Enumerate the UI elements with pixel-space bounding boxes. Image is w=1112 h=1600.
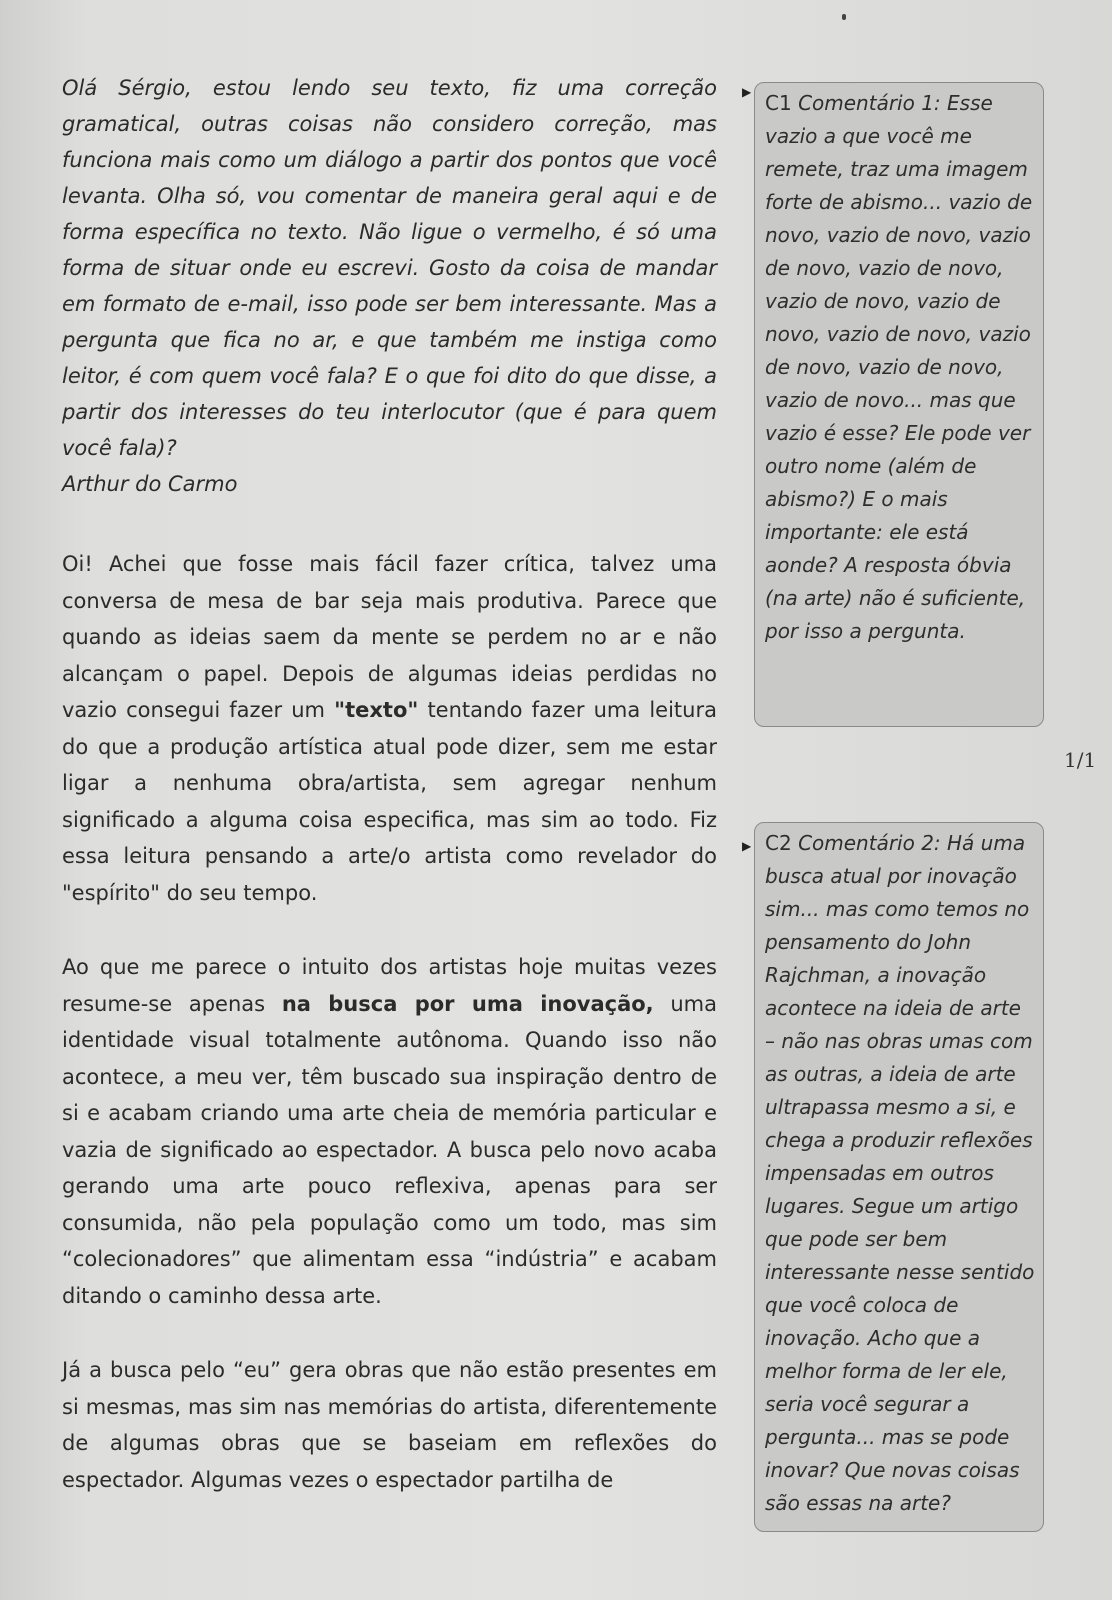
paragraph-1-start: Oi! Achei que fosse mais fácil fazer crítica, talvez uma conversa de mesa de bar seja mais produtiva. Parece que quando as ideias saem da mente se perdem no ar e não alcançam o papel. Depois de algumas ideias perdidas no vazio consegui fazer um <box>62 552 717 722</box>
paragraph-2-start: Ao que me parece o intuito dos artistas hoje muitas vezes resume-se apenas <box>62 955 717 1016</box>
paragraph-3: Já a busca pelo “eu” gera obras que não estão presentes em si mesmas, mas sim nas memórias do artista, diferentemente de algumas obras que se baseiam em reflexões do espectador. Algumas vezes o espectador partilha de <box>62 1358 717 1492</box>
paragraph-2-bold: na busca por uma inovação, <box>281 991 654 1016</box>
main-text-column <box>62 70 717 1498</box>
essay-body <box>62 546 717 1498</box>
paragraph-1-end: tentando fazer uma leitura do que a produção artística atual pode dizer, sem me estar ligar a nenhuma obra/artista, sem agregar nenhum significado a alguma coisa especifica, mas sim ao todo. Fiz essa leitura pensando a arte/o artista como revelador do "espírito" do seu tempo. <box>62 698 717 905</box>
intro-note <box>62 70 717 502</box>
paragraph-1 <box>62 546 717 911</box>
intro-paragraph: Olá Sérgio, estou lendo seu texto, fiz uma correção gramatical, outras coisas não considero correção, mas funciona mais como um diálogo a partir dos pontos que você levanta. Olha só, vou comentar de maneira geral aqui e de forma específica no texto. Não ligue o vermelho, é só uma forma de situar onde eu escrevi. Gosto da coisa de mandar em formato de e-mail, isso pode ser bem interessante. Mas a pergunta que fica no ar, e que também me instiga como leitor, é com quem você fala? E o que foi dito do que disse, a partir dos interesses do teu interlocutor (que é para quem você fala)? <box>62 76 717 460</box>
paragraph-2 <box>62 949 717 1314</box>
comment-1-arrow-icon: ▶ <box>742 85 752 99</box>
speck-mark <box>842 14 846 20</box>
intro-author: Arthur do Carmo <box>62 472 238 496</box>
comment-2-arrow-icon: ▶ <box>742 839 752 853</box>
paragraph-1-bold: "texto" <box>334 698 419 722</box>
comment-2-text: Comentário 2: Há uma busca atual por inovação sim... mas como temos no pensamento do John Rajchman, a inovação acontece na ideia de arte – não nas obras umas com as outras, a ideia de arte ultrapassa mesmo a si, e chega a produzir reflexões impensadas em outros lugares. Segue um artigo que pode ser bem interessante nesse sentido que você coloca de inovação. Acho que a melhor forma de ler ele, seria você segurar a pergunta... mas se pode inovar? Que novas coisas são essas na arte? <box>765 831 1035 1515</box>
comment-balloon-2[interactable] <box>754 822 1044 1532</box>
comment-balloon-1[interactable] <box>754 82 1044 727</box>
comment-2-ref: C2 <box>765 831 792 855</box>
comment-1-text: Comentário 1: Esse vazio a que você me remete, traz uma imagem forte de abismo... vazio de novo, vazio de novo, vazio de novo, vazio de novo, vazio de novo, vazio de novo, vazio de novo, vazio de novo, vazio de novo, vazio de novo... mas que vazio é esse? Ele pode ver outro nome (além de abismo?) E o mais importante: ele está aonde? A resposta óbvia (na arte) não é suficiente, por isso a pergunta. <box>765 91 1033 643</box>
page-number: 1/1 <box>1064 748 1097 772</box>
paragraph-2-end: uma identidade visual totalmente autônoma. Quando isso não acontece, a meu ver, têm buscado sua inspiração dentro de si e acabam criando uma arte cheia de memória particular e vazia de significado ao espectador. A busca pelo novo acaba gerando uma arte pouco reflexiva, apenas para ser consumida, não pela população como um todo, mas sim “colecionadores” que alimentam essa “indústria” e acabam ditando o caminho dessa arte. <box>62 991 718 1308</box>
comment-1-ref: C1 <box>765 91 792 115</box>
